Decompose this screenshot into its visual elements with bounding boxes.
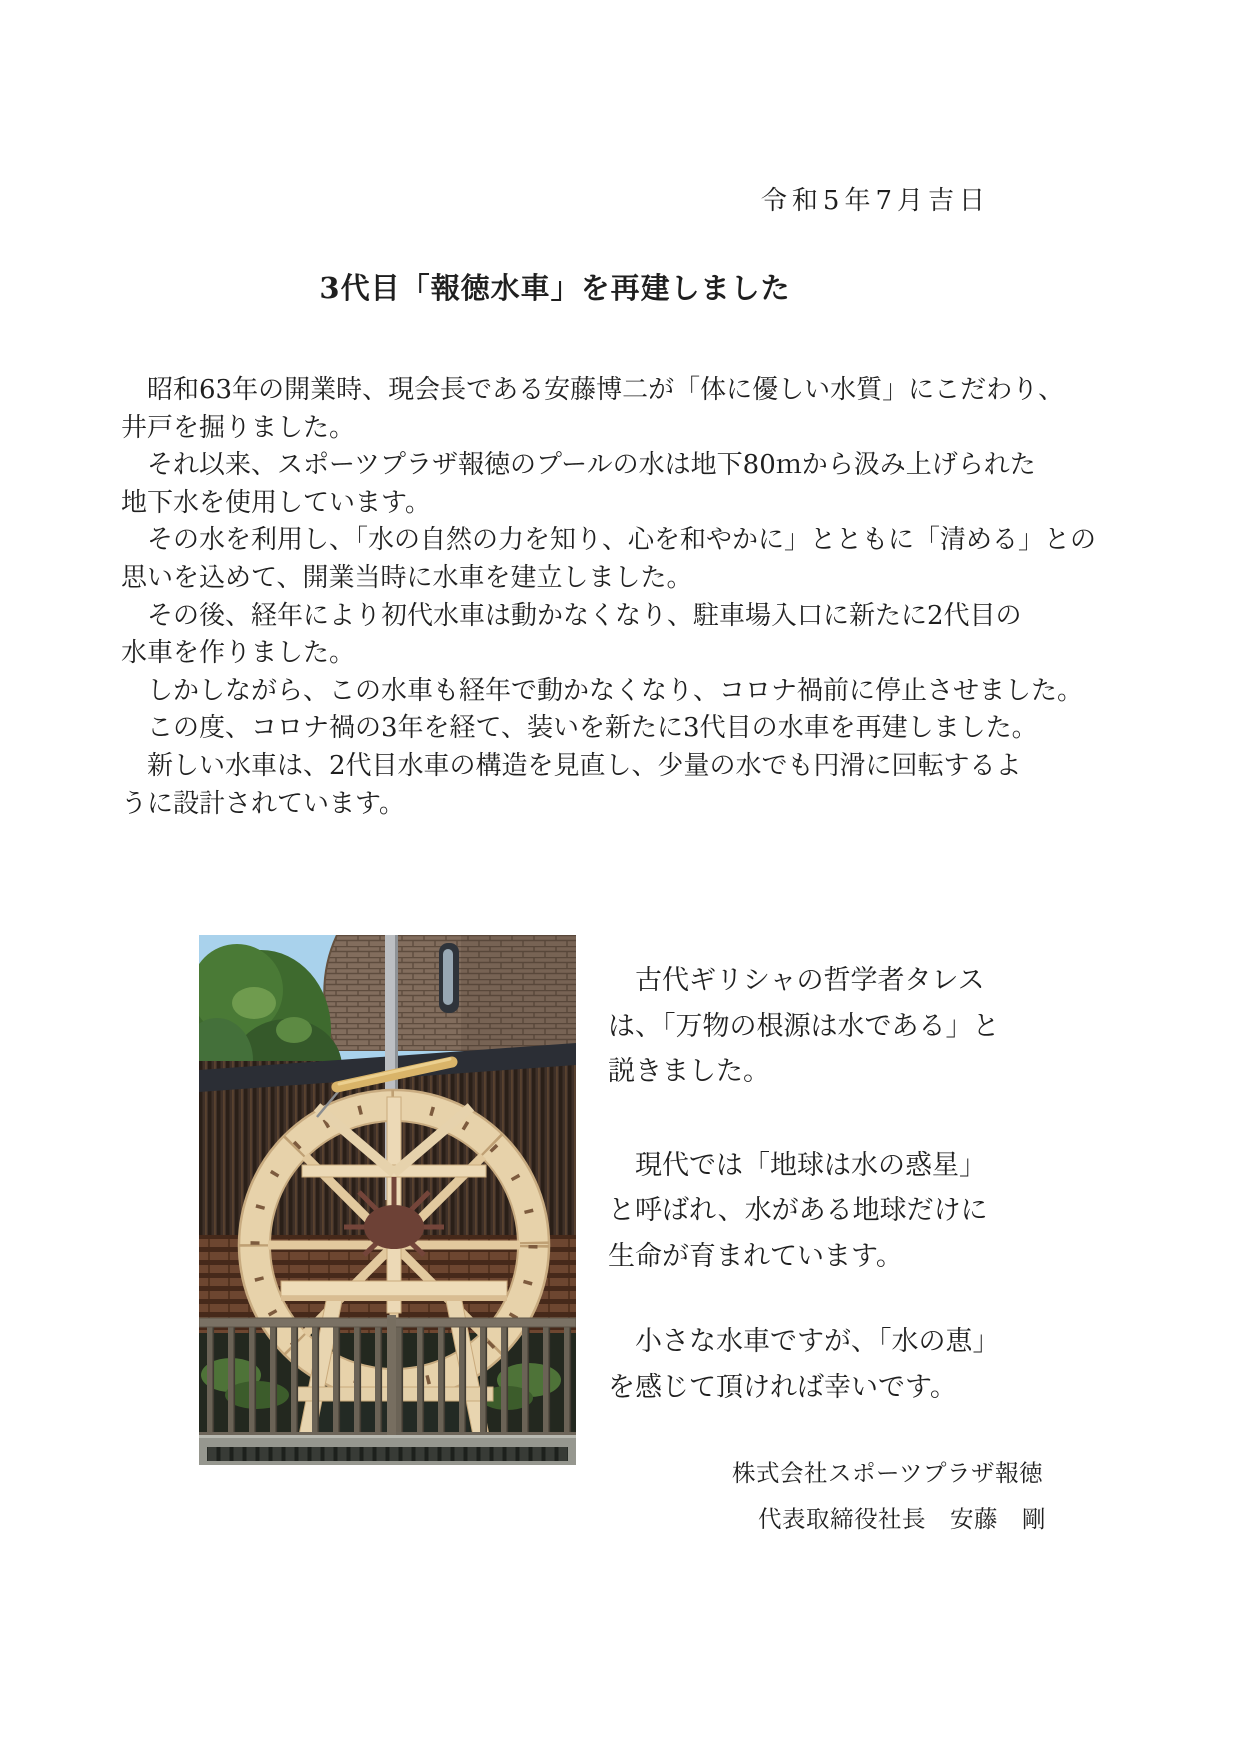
side-paragraph-thales: [608, 958, 1048, 1095]
body-line: 水車を作りました。: [121, 638, 356, 669]
photo-metal-fence: [199, 1315, 576, 1441]
photo-pavement: [199, 1435, 576, 1465]
waterwheel-photo: [199, 935, 576, 1465]
body-line: それ以来、スポーツプラザ報徳のプールの水は地下80ｍから汲み上げられた: [121, 450, 1036, 481]
side-line: は、「万物の根源は水である」と: [608, 1010, 1000, 1042]
body-line: 地下水を使用しています。: [121, 487, 431, 518]
side-line: 現代では「地球は水の惑星」: [608, 1149, 986, 1181]
side-paragraph-earth: [608, 1143, 1048, 1280]
body-line: 新しい水車は、2代目水車の構造を見直し、少量の水でも円滑に回転するよ: [121, 750, 1022, 781]
page-title: 3代目「報徳水車」を再建しました: [319, 271, 791, 305]
body-text: [121, 372, 1131, 823]
body-line: この度、コロナ禍の3年を経て、装いを新たに3代目の水車を再建しました。: [121, 713, 1038, 744]
side-line: 古代ギリシャの哲学者タレス: [608, 965, 985, 996]
body-line: その後、経年により初代水車は動かなくなり、駐車場入口に新たに2代目の: [121, 600, 1022, 631]
body-line: 昭和63年の開業時、現会長である安藤博二が「体に優しい水質」にこだわり、: [121, 375, 1065, 405]
body-line: 井戸を掘りました。: [121, 412, 356, 443]
side-line: と呼ばれ、水がある地球だけに: [608, 1195, 988, 1226]
body-line: その水を利用し、「水の自然の力を知り、心を和やかに」とともに「清める」との: [121, 525, 1097, 556]
side-line: 説きました。: [608, 1056, 770, 1087]
signature-president: 代表取締役社長 安藤 剛: [758, 1505, 1046, 1533]
signature-block: [608, 1450, 1078, 1542]
photo-grate: [207, 1447, 568, 1461]
document-date: 令和5年7月吉日: [760, 186, 990, 216]
body-line: うに設計されています。: [121, 788, 405, 819]
photo-building: [324, 935, 576, 1051]
side-line: を感じて頂ければ幸いです。: [608, 1371, 957, 1403]
side-paragraph-blessing: [608, 1319, 1048, 1410]
body-line: 思いを込めて、開業当時に水車を建立しました。: [121, 562, 693, 593]
waterwheel-photo-svg: [199, 935, 576, 1465]
signature-company: 株式会社スポーツプラザ報徳: [732, 1459, 1044, 1487]
body-line: しかしながら、この水車も経年で動かなくなり、コロナ禍前に停止させました。: [121, 675, 1084, 706]
side-line: 生命が育まれています。: [608, 1240, 903, 1272]
side-column: [608, 958, 1048, 1458]
side-line: 小さな水車ですが、「水の恵」: [608, 1326, 1000, 1357]
